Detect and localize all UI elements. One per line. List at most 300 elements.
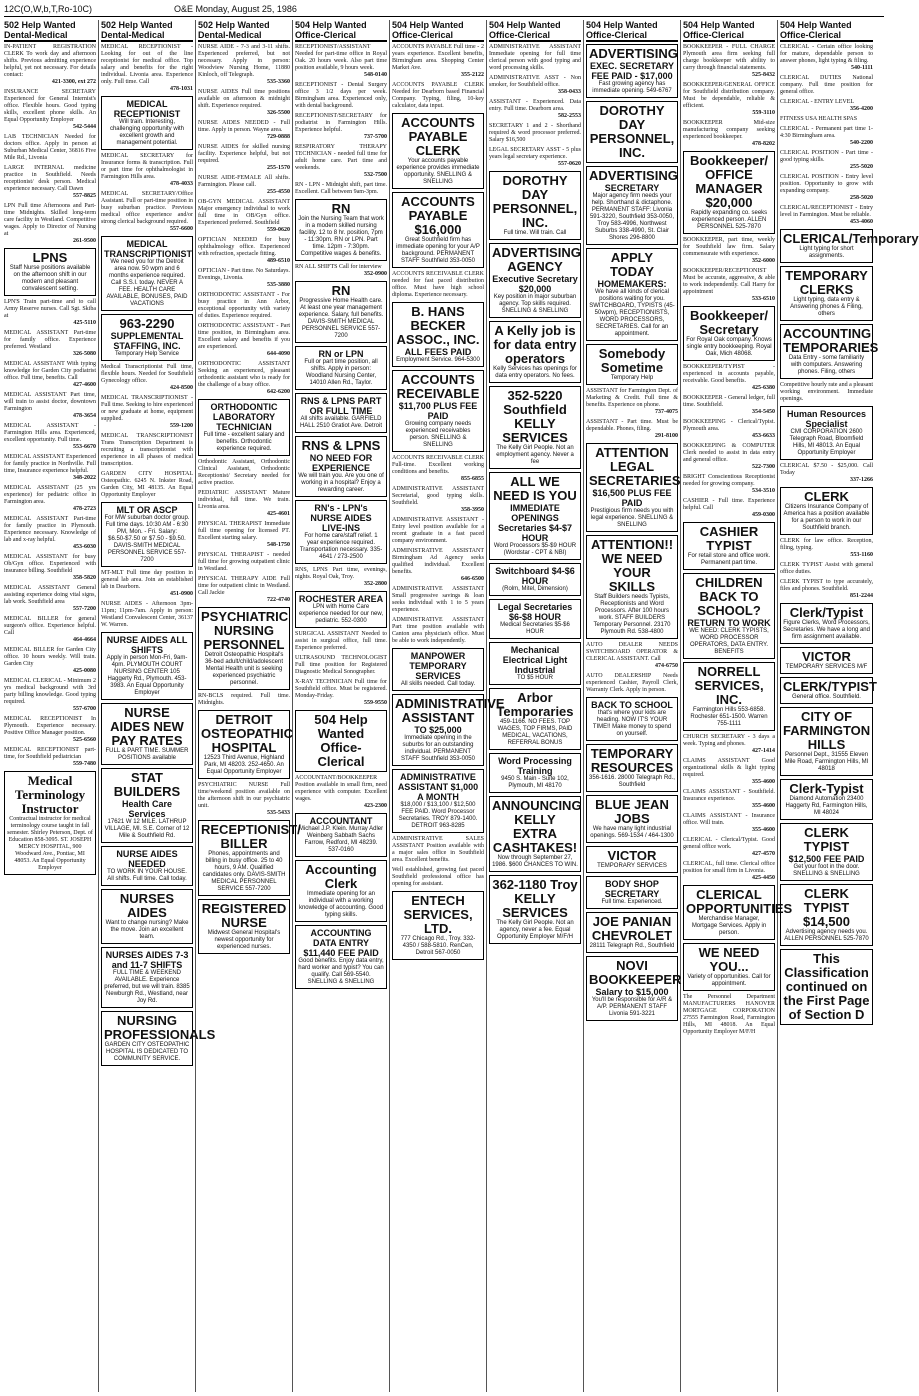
display-ad: [489, 875, 581, 944]
ad-text: NURSE AIDES NEEDED - Full time. Apply in person. Wayne area.: [198, 120, 290, 133]
ad-phone: 542-5444: [73, 124, 96, 130]
display-ad-big-text: CASHIER TYPIST: [699, 524, 759, 553]
display-ad-sm-text: Citizens Insurance Company of America has a position available for a person to work in our Southfield branch.: [783, 504, 870, 531]
classified-ad: [683, 813, 775, 834]
classified-ad: [295, 182, 387, 196]
ad-text: LPN'S Train part-time and to call Army Reserve nurses. Call Sgt. Skiba at: [4, 299, 96, 319]
ad-text: The Personnel Department MANUFACTURERS HANOVER MORTGAGE CORPORATION 27555 Farmington Road, Farmington Hills, MI 48018. An Equal Opportunity Employer M/F/H: [683, 994, 775, 1035]
classified-column: [681, 20, 793, 1392]
ad-phone: 291-8100: [655, 433, 678, 439]
display-ad-med-text: NURSE AIDES ALL SHIFTS: [106, 635, 188, 655]
display-ad-big-text: CLERK/TYPIST: [783, 679, 877, 694]
display-ad-big-text: ENTECH SERVICES, LTD.: [403, 893, 473, 936]
classified-ad: [4, 678, 96, 713]
classified-column: [293, 20, 390, 1392]
display-ad-big-text: ALL WE NEED IS YOU: [493, 474, 577, 503]
display-ad-sm-text: 777 Chicago Rd., Troy. 332-4350 / 588-5810. RenCen, Detroit 567-0050: [400, 936, 476, 956]
display-ad-med-text: RNS & LPNS PART OR FULL TIME: [300, 396, 382, 416]
classified-ad: [101, 364, 193, 392]
ad-text: RECEPTIONIST - Dental Surgery office 3 1/2 days per week. Birmingham area. Experienced only, with dental background.: [295, 82, 387, 109]
classified-ad: [4, 747, 96, 768]
display-ad: [4, 771, 96, 875]
classified-ad: [683, 395, 775, 416]
ad-phone: 478-1031: [170, 86, 193, 92]
display-ad-sm-text: For home care/staff relief. 1 year experience required. Transportation necessary. 335-4641 / 273-2500: [299, 533, 383, 560]
ad-text: CLERICAL POSITION - Entry level position. Opportunity to grow with expanding company.: [780, 174, 873, 194]
display-ad-big-text: NORRELL SERVICES, INC.: [694, 664, 764, 707]
ad-phone: 427-4600: [73, 382, 96, 388]
column-header: 502 Help Wanted Dental-Medical: [4, 20, 96, 42]
display-ad: [683, 662, 775, 731]
display-ad-big-text: 352-5220 Southfield KELLY SERVICES: [502, 388, 568, 445]
classified-ad: [101, 44, 193, 93]
classified-ad: [198, 490, 290, 518]
ad-text: PSYCHIATRIC NURSE Full time/weekend position available on the afternoon shift in our psychiatric unit.: [198, 782, 290, 809]
classified-ad: [780, 44, 873, 72]
display-ad-sm-text: Personnel Dept., 31555 Eleven Mile Road, Farmington Hills, MI 48018: [784, 752, 869, 772]
display-ad: [101, 1011, 216, 1066]
ad-phone: 326-5500: [267, 110, 290, 116]
ad-phone: 464-4664: [73, 637, 96, 643]
display-ad: [198, 399, 290, 456]
display-ad-big-text: CLERK: [804, 489, 849, 504]
display-ad-sm-text: Light typing, data entry & Answering phones & Filing, others: [790, 297, 863, 317]
classified-ad: [4, 516, 96, 551]
display-ad-big-text: Somebody Sometime: [598, 346, 666, 375]
classified-ad: [683, 758, 775, 786]
classified-ad: [4, 616, 96, 644]
classified-ad: [683, 734, 775, 755]
classified-ad: [198, 521, 290, 549]
display-ad-big-text: 504 Help Wanted Office-Clerical: [314, 712, 368, 769]
display-ad: [780, 707, 873, 776]
ad-text: NURSE AIDE-FEMALE All shifts. Farmington. Please call.: [198, 175, 290, 188]
display-ad: [101, 768, 193, 843]
display-ad: [489, 472, 581, 560]
display-ad-sm-text: Major agency firm needs your help. Shorthand & dictaphone. PERMANENT STAFF: Livonia 591-3220, Southfield 353-0050, Troy 583-4996, Northwest Suburbs 338-4990, St. Clair Shores 296-8800: [589, 193, 675, 241]
ad-phone: 559-1200: [170, 423, 193, 429]
ad-text: CLERICAL DUTIES National company. Full time position for general office.: [780, 75, 873, 95]
display-ad-sm-text: $18,000 / $13,100 / $12,500 FEE PAID. Word Processor Secretaries. TROY 879-1400. DETROIT 963-8285: [398, 802, 478, 829]
classified-ad: [198, 144, 290, 172]
display-ad-big-text: VICTOR: [802, 649, 851, 664]
display-ad-sm-text: For retail store and office work. Permanent part time.: [687, 553, 771, 566]
classified-column: [99, 20, 216, 1392]
classified-ad: [586, 642, 678, 670]
ad-text: INSURANCE SECRETARY Experienced for General Internist's office. Flexible hours. Good typing skills, excellent phone skills. An Equal Opportunity Employer: [4, 89, 96, 123]
ad-text: CLERK for law office. Reception, filing, typing.: [780, 538, 873, 551]
classified-ad: [295, 144, 387, 179]
display-ad: [295, 925, 387, 989]
classified-column: [584, 20, 681, 1392]
ad-text: BRIGHT Conscientious Receptionist needed for growing company.: [683, 474, 775, 487]
ad-text: ACCOUNTS RECEIVABLE CLERK Full-time. Excellent working conditions and benefits.: [392, 455, 484, 475]
display-ad-med-text: BODY SHOP SECRETARY: [604, 879, 660, 899]
classified-ad: [780, 562, 873, 576]
ad-text: CHURCH SECRETARY - 3 days a week. Typing and phones.: [683, 734, 775, 747]
ad-text: CLERICAL - Clerical/Typist. Good general office work.: [683, 837, 775, 850]
ad-text: LAB TECHNICIAN Needed for doctors office. Apply in person at Suburban Medical Center, 36816 Five Mile Rd., Livonia: [4, 134, 96, 161]
display-ad-med-text: MLT OR ASCP: [116, 505, 178, 515]
ad-phone: 453-6030: [73, 544, 96, 550]
ad-phone: 425-5110: [73, 320, 96, 326]
ad-phone: 261-9500: [73, 238, 96, 244]
ad-text: ADMINISTRATIVE ASSISTANT Small progressive savings & loan seeks individual with 1 to 5 years experience.: [392, 586, 484, 613]
display-ad: [780, 324, 879, 379]
ad-text: CASHIER - Full time. Experience helpful. Call: [683, 498, 775, 511]
ad-text: ASSISTANT - Experienced. Data entry. Full time. Dearborn area.: [489, 99, 581, 112]
ad-phone: 557-6600: [170, 226, 193, 232]
display-ad-sm-text: Farmington Hills 553-6858. Rochester 651-1500. Warren 755-1111: [690, 707, 768, 727]
display-ad-big-text: JOE PANIAN CHEVROLET: [591, 914, 673, 943]
classified-ad: [780, 579, 873, 600]
ad-phone: 540-1111: [850, 65, 873, 71]
display-ad-big-text: A Kelly job is for data entry operators: [493, 323, 577, 366]
ad-text: PHYSICAL THERAPY AIDE Full time for outpatient clinic in Westland. Call Jackie: [198, 576, 290, 596]
ad-phone: 582-2553: [558, 113, 581, 119]
ad-text: Competitive hourly rate and a pleasant working environment. Immediate openings.: [780, 382, 873, 402]
display-ad: [295, 281, 387, 343]
classified-ad: [198, 459, 290, 487]
ad-text: BOOKKEEPER/RECEPTIONIST Must be accurate, aggressive, & able to work independently. Call Harry for appointment: [683, 268, 775, 295]
ad-text: MEDICAL RECEPTIONIST part-time, for Southfield pediatrician: [4, 747, 96, 760]
display-ad-med-text: SECRETARY: [604, 183, 660, 193]
display-ad-big-text: TEMPORARY CLERKS: [785, 268, 868, 297]
display-ad-sm-text: Temporary Help: [610, 375, 654, 381]
ad-text: BOOKKEEPER/GENERAL OFFICE for Southfield distribution company. Must be dependable, reliable & efficient.: [683, 82, 775, 109]
classified-column: [390, 20, 505, 1392]
column-header: 502 Help Wanted Dental-Medical: [101, 20, 193, 42]
display-ad: [101, 889, 193, 944]
display-ad-sm-text: Full time. Experienced.: [601, 899, 663, 905]
classified-ad: [586, 419, 678, 440]
display-ad-med-text: Health Care Services: [121, 799, 173, 819]
ad-text: ADMINISTRATIVE ASSISTANT Birmingham Ad Agency seeks qualified individual. Excellent benefits.: [392, 548, 484, 575]
display-ad-sm-text: Employment Service. 964-5300: [396, 357, 480, 363]
display-ad-med-text: $16,500 PLUS FEE PAID: [592, 488, 672, 508]
display-ad-big-text: ACCOUNTS PAYABLE $16,000: [401, 194, 475, 237]
ad-text: ADMINISTRATIVE ASSISTANT Secretarial, good typing skills. Southfield.: [392, 486, 484, 506]
classified-ad: [198, 782, 290, 817]
display-ad-sm-text: All skills needed. Call today.: [400, 681, 476, 687]
display-ad-big-text: ADMINISTRATIVE ASSISTANT: [395, 696, 505, 725]
display-ad: [295, 500, 387, 564]
display-ad-sm-text: WE NEED: CLERK TYPISTS, WORD PROCESSOR OPERATORS, DATA ENTRY. BENEFITS: [689, 628, 769, 655]
display-ad: [780, 266, 873, 321]
ad-text: ASSISTANT - Part time. Must be dependable. Phones, filing.: [586, 419, 678, 432]
ad-text: ACCOUNTS PAYABLE Full time - 2 years experience. Excellent benefits, Birmingham area. Shopping Center Market Ave.: [392, 44, 484, 71]
display-ad-med-text: MEDICAL TRANSCRIPTIONIST: [104, 239, 193, 259]
classified-ad: [295, 655, 387, 676]
classified-ad: [198, 44, 290, 86]
display-ad-sm-text: Full or part time position, all shifts. Apply in person: Woodland Nursing Center, 14010 Allen Rd., Taylor.: [304, 359, 378, 386]
ad-text: MEDICAL ASSISTANT - Farmington Hills area. Experienced, excellent opportunity. Full time.: [4, 423, 96, 443]
ad-text: CLERICAL $7.50 - $25,000. Call Today: [780, 463, 873, 476]
display-ad-big-text: CITY OF FARMINGTON HILLS: [783, 709, 871, 752]
ad-text: GARDEN CITY HOSPITAL Osteopathic. 6245 N. Inkster Road, Garden City, MI 48135. An Equal Opportunity Employer: [101, 471, 193, 498]
display-ad-sm-text: LPN with Home Care experience needed for our new, pediatric. 552-0300: [298, 604, 384, 624]
display-ad-sm-text: Your accounts payable experience provides immediate opportunity. SNELLING & SNELLING: [396, 158, 480, 185]
display-ad: [489, 642, 581, 685]
ad-text: PEDIATRIC ASSISTANT Mature individual, full time. We train. Livonia area.: [198, 490, 290, 510]
display-ad-sm-text: Growing company needs experienced receivables person. SNELLING & SNELLING: [404, 421, 472, 448]
ad-text: CLAIMS ASSISTANT - Southfield. Insurance experience.: [683, 789, 775, 802]
display-ad-sm-text: that's where your kids are heading. NOW IT'S YOUR TIME!! Make money to spend on yourself.: [592, 710, 672, 737]
column-header: 504 Help Wanted Office-Clerical: [586, 20, 678, 42]
display-ad-med-text: ACCOUNTANT: [309, 816, 373, 826]
display-ad: [489, 243, 581, 318]
ad-text: MEDICAL ASSISTANT General assisting experience doing vital signs, lab work. Southfield area: [4, 585, 96, 605]
ad-phone: 553-6670: [73, 444, 96, 450]
display-ad: [586, 248, 678, 341]
classified-ad: [780, 116, 873, 123]
ad-phone: 535-5433: [267, 810, 290, 816]
display-ad-sm-text: Staff Nurse positions available on the afternoon shift in our modern and pleasant convalescent setting.: [9, 265, 91, 292]
classified-ad: [4, 134, 96, 162]
ad-phone: 255-4550: [267, 189, 290, 195]
display-ad-big-text: ANNOUNCING KELLY EXTRA CASHTAKES!: [492, 798, 582, 855]
display-ad-sm-text: 356-1616. 28000 Telegraph Rd., Southfield: [589, 775, 675, 788]
column-header: 504 Help Wanted Office-Clerical: [780, 20, 873, 42]
classified-ad: [780, 538, 873, 559]
classified-ad: [101, 153, 193, 188]
ad-phone: 557-7200: [73, 606, 96, 612]
display-ad: [586, 956, 682, 1021]
classified-columns: [2, 20, 919, 1392]
classified-ad: [295, 44, 387, 79]
display-ad-big-text: PSYCHIATRIC NURSING PERSONNEL: [201, 609, 289, 652]
display-ad: [489, 688, 581, 750]
display-ad-med-text: BACK TO SCHOOL: [591, 700, 673, 710]
display-ad-med-text: NURSE AIDES NEEDED: [116, 849, 178, 869]
ad-text: ORTHODONTIC ASSISTANT Seeking an experienced, pleasant orthodontic assistant who is ready for the challenge of a busy office.: [198, 361, 290, 388]
ad-phone: 722-4740: [267, 597, 290, 603]
display-ad-big-text: Bookkeeper/ Secretary: [689, 308, 769, 337]
display-ad-sm-text: We will train you. Are you one of working in a hospital? Enjoy a rewarding career.: [298, 473, 384, 493]
ad-phone: 737-4075: [655, 409, 678, 415]
classified-ad: [198, 693, 290, 707]
ad-phone: 478-8202: [752, 141, 775, 147]
display-ad: [780, 779, 873, 820]
display-ad-sm-text: We need you for the Detroit area now. 50 wpm and 6 months experience required. Call S.S.I. today. NEVER A FEE. HEALTH CARE AVAILABLE, BONUSES, PAID VACATIONS: [106, 259, 188, 307]
classified-ad: [295, 264, 387, 278]
classified-ad: [101, 570, 193, 598]
display-ad-sm-text: Diamond Automation 23400 Haggerty Rd, Farmington Hills, MI 48024: [785, 796, 868, 816]
display-ad-med-text: NURSES AIDES 7-3 and 11-7 SHIFTS: [105, 950, 189, 970]
ad-text: AUTO DEALER NEEDS SWITCHBOARD OPERATOR & CLERICAL ASSISTANT. Call: [586, 642, 678, 662]
ad-phone: 855-6855: [461, 476, 484, 482]
classified-ad: [780, 205, 873, 226]
ad-text: MEDICAL ASSISTANT (25 yrs experience) for pediatric office in Farmington area.: [4, 485, 96, 505]
display-ad-med-text: RN's - LPN's NURSE AIDES LIVE-INS: [310, 503, 372, 533]
ad-text: MEDICAL SECRETARY/Office Assistant. Full or part-time position in busy suburban practice. Previous medical office experience and/or strong clerical background required.: [101, 191, 193, 225]
ad-text: RECEPTIONIST/ASSISTANT Needed for part-time office in Royal Oak. 20 hours week. Also part time position available, 9 hours week.: [295, 44, 387, 71]
ad-phone: 737-5700: [364, 134, 387, 140]
ad-phone: 337-1266: [850, 477, 873, 483]
display-ad-med-text: HOMEMAKERS:: [597, 279, 667, 289]
display-ad-sm-text: Want to change nursing? Make the move. Join an excellent team.: [105, 920, 189, 940]
ad-phone: 474-6750: [655, 663, 678, 669]
ad-text: OB-GYN MEDICAL ASSISTANT Major emergency individual to work full time in OB/Gyn office. Experienced preferred. Southfield: [198, 199, 290, 226]
display-ad: [198, 710, 293, 779]
display-ad-med-text: NO NEED FOR EXPERIENCE: [309, 453, 373, 473]
classified-ad: [4, 203, 96, 245]
ad-phone: 548-0140: [364, 72, 387, 78]
classified-ad: [4, 454, 96, 482]
ad-phone: 427-4570: [752, 851, 775, 857]
ad-text: ADMINISTRATIVE SALES ASSISTANT Position available with a major sales office in Southfield area. Excellent benefits.: [392, 836, 484, 863]
display-ad: [392, 694, 505, 766]
display-ad: [295, 436, 387, 497]
display-ad-sm-text: GARDEN CITY OSTEOPATHIC HOSPITAL IS DEDICATED TO COMMUNITY SERVICE.: [104, 1042, 190, 1062]
display-ad-big-text: ADVERTISING: [589, 46, 678, 61]
display-ad: [101, 502, 193, 567]
ad-text: OPTICIAN NEEDED for busy ophthalmology office. Experienced with refraction, spectacle fitting.: [198, 237, 290, 257]
ad-text: BOOKKEEPER - General ledger, full time. Southfield.: [683, 395, 775, 408]
classified-ad: [780, 463, 873, 484]
display-ad: [586, 795, 678, 843]
classified-ad: [683, 120, 775, 148]
ad-phone: 451-0900: [170, 591, 193, 597]
ad-text: NURSE AIDE - 7-3 and 3-11 shifts. Experienced preferred, but not necessary. Apply in person: Woodview Nursing Home, 11880 Kinloch, off Telegraph.: [198, 44, 290, 78]
ad-text: MEDICAL ASSISTANT for busy Ob/Gyn office. Experienced with insurance billing. Southfield: [4, 554, 96, 574]
classified-ad: [4, 165, 96, 200]
ad-text: BOOKKEEPER/TYPIST - experienced in accounts payable, receivable. Good benefits.: [683, 364, 775, 384]
display-ad: [392, 302, 484, 367]
ad-text: ADMINISTRATIVE ASST - Non smoker, for Southfield office.: [489, 75, 581, 88]
classified-ad: [392, 867, 484, 888]
display-ad-big-text: NURSING PROFESSIONALS: [104, 1013, 216, 1042]
display-ad-med-text: EXEC. SECRETARY FEE PAID - $17,000: [589, 61, 674, 81]
classified-ad: [392, 517, 484, 545]
display-ad: [392, 891, 484, 960]
classified-ad: [683, 498, 775, 519]
ad-text: CLERICAL, full time. Clerical office position for small firm in Livonia.: [683, 861, 775, 874]
ad-text: RESPIRATORY THERAPY TECHNICIAN - needed full time for adult home care. Part time and weekends.: [295, 144, 387, 171]
ad-phone: 355-4600: [752, 827, 775, 833]
classified-ad: [4, 392, 96, 420]
ad-text: RECEPTIONIST/SECRETARY for podiatrist in Farmington Hills. Experience helpful.: [295, 113, 387, 133]
ad-phone: 851-2244: [850, 593, 873, 599]
ad-phone: 532-7500: [364, 172, 387, 178]
display-ad: [586, 876, 678, 909]
ad-text: ORTHODONTIC ASSISTANT - Part time position, in Birmingham area. Excellent salary and benefits if you are experienced.: [198, 323, 290, 350]
display-ad-sm-text: Apply in person Mon-Fri, 9am-4pm. PLYMOUTH COURT NURSING CENTER 105 Haggerty Rd., Plymouth. 453-3983. An Equal Opportunity Employer: [106, 655, 188, 696]
display-ad: [586, 912, 678, 953]
display-ad: [586, 535, 678, 639]
display-ad: [586, 101, 678, 163]
classified-ad: [101, 395, 193, 430]
display-ad: [780, 229, 919, 263]
ad-phone: 358-3950: [461, 507, 484, 513]
classified-ad: [198, 199, 290, 234]
ad-text: CLERK TYPIST to type accurately, files and phones. Southfield.: [780, 579, 873, 592]
display-ad-big-text: RN: [331, 283, 351, 298]
display-ad: [586, 697, 678, 741]
display-ad-sm-text: Word Processors $5-$9 HOUR (Wordstar - CPT & NBI): [493, 543, 577, 556]
ad-text: RN - LPN - Midnight shift, part time. Excellent. Call between 9am-3pm.: [295, 182, 387, 195]
classified-ad: [489, 44, 581, 72]
display-ad-big-text: Bookkeeper/ OFFICE MANAGER $20,000: [689, 153, 769, 210]
ad-phone: 354-5450: [752, 409, 775, 415]
display-ad: [101, 947, 193, 1008]
classified-ad: [683, 82, 775, 117]
display-ad-sm-text: Detroit Osteopathic Hospital's 36-bed adult/child/adolescent Mental Health unit is seeking experienced psychiatric personnel.: [204, 652, 284, 686]
display-ad-big-text: NURSE AIDES NEW PAY RATES: [110, 705, 184, 748]
display-ad-med-text: ORTHODONTIC LABORATORY TECHNICIAN: [210, 402, 278, 432]
ad-phone: 478-4033: [170, 181, 193, 187]
ad-text: MEDICAL BILLER for general surgeon's office. Experience helpful. Call: [4, 616, 96, 636]
display-ad-sm-text: The Kelly Girl People. Not an employment agency. Never a fee: [496, 445, 574, 465]
display-ad-med-text: Salary to $15,000: [595, 987, 669, 997]
display-ad-sm-text: The Kelly Girl People. Not an agency, never a fee. Equal Opportunity Employer M/F/H: [496, 920, 574, 940]
ad-text: OPTICIAN - Part time. No Saturdays. Evenings, Livonia.: [198, 268, 290, 281]
ad-phone: 255-1570: [267, 165, 290, 171]
display-ad-sm-text: Temporary Help Service: [114, 351, 180, 357]
column-header: 502 Help Wanted Dental-Medical: [198, 20, 290, 42]
classified-ad: [392, 586, 484, 614]
classified-ad: [780, 99, 873, 113]
display-ad-big-text: ADVERTISING AGENCY: [492, 245, 581, 274]
display-ad-sm-text: Michael J.P. Klein. Murray Adler Weinberg Sabbath Sachs Farrow, Redford, MI 48239. 537-0160: [298, 826, 384, 853]
display-ad-sm-text: For MW suburban doctor group. Full time days. 10:30 AM - 6:30 PM, Mon. - Fri. Salary: $6.50-$7.50 or $7.50 - $9.50. DAVIS-SMITH MEDICAL PERSONNEL SERVICE 557-7200: [104, 515, 190, 563]
ad-text: ADMINISTRATIVE ASSISTANT Immediate opening for full time clerical person with good typing and word processing skills.: [489, 44, 581, 71]
display-ad-sm-text: Rapidly expanding co. seeks experienced person. ALLEN PERSONNEL 525-7870: [690, 210, 768, 230]
display-ad-big-text: BLUE JEAN JOBS: [595, 797, 669, 826]
ad-text: MEDICAL SECRETARY for Insurance forms & transcription. Full or part time for ophthalmologist in Farmington Hills area.: [101, 153, 193, 180]
classified-ad: [295, 82, 387, 110]
ad-phone: 355-4600: [752, 779, 775, 785]
display-ad-big-text: RNS & LPNS: [301, 438, 381, 453]
display-ad-med-text: RETURN TO WORK: [687, 618, 771, 628]
classified-ad: [780, 150, 873, 171]
classified-ad: [780, 75, 873, 96]
display-ad: [198, 607, 290, 690]
classified-ad: [392, 617, 484, 645]
display-ad: [489, 171, 581, 240]
ad-phone: 425-0080: [73, 668, 96, 674]
display-ad-big-text: ATTENTION!! WE NEED YOUR SKILLS: [590, 537, 674, 594]
ad-text: ADMINISTRATIVE ASSISTANT - Entry level position available for a recent graduate in a fast paced company environment.: [392, 517, 484, 544]
ad-text: CLERICAL/RECEPTIONIST - Entry level in Farmington. Must be reliable.: [780, 205, 873, 218]
display-ad: [780, 647, 873, 674]
display-ad-sm-text: 17621 W 12 MILE. LATHRUP VILLAGE, MI. S.E. Corner of 12 Mile & Southfield Rd.: [104, 819, 190, 839]
ad-phone: 255-5020: [850, 164, 873, 170]
display-ad-med-text: MANPOWER TEMPORARY SERVICES: [409, 651, 467, 681]
ad-phone: 355-2122: [461, 72, 484, 78]
display-ad-sm-text: TO WORK IN YOUR HOUSE. All shifts. Full time. Call today.: [107, 869, 187, 882]
ad-text: LEGAL SECRETARY ASST - 5 plus years legal secretary experience.: [489, 147, 581, 160]
ad-phone: 258-5020: [850, 195, 873, 201]
classified-ad: [392, 455, 484, 483]
classified-ad: [683, 837, 775, 858]
display-ad-med-text: ALL FEES PAID: [404, 347, 472, 357]
ad-phone: 535-3360: [267, 79, 290, 85]
display-ad-med-text: Human Resources Specialist: [786, 409, 867, 429]
column-header: 504 Help Wanted Office-Clerical: [295, 20, 387, 42]
display-ad: [586, 846, 678, 873]
display-ad-sm-text: TEMPORARY SERVICES: [597, 863, 667, 869]
display-ad: [489, 321, 581, 383]
classified-ad: [489, 147, 581, 168]
display-ad-sm-text: 9450 S. Main - Suite 102, Plymouth, MI 48170: [501, 776, 569, 789]
ad-text: MEDICAL ASSISTANT Part-time for family practice in Plymouth. Experience necessary. Knowledge of lab and x-ray helpful.: [4, 516, 96, 543]
classified-ad: [780, 126, 873, 147]
display-ad: [683, 522, 775, 570]
display-ad: [489, 753, 581, 793]
classified-ad: [295, 113, 387, 141]
display-ad: [101, 236, 193, 311]
